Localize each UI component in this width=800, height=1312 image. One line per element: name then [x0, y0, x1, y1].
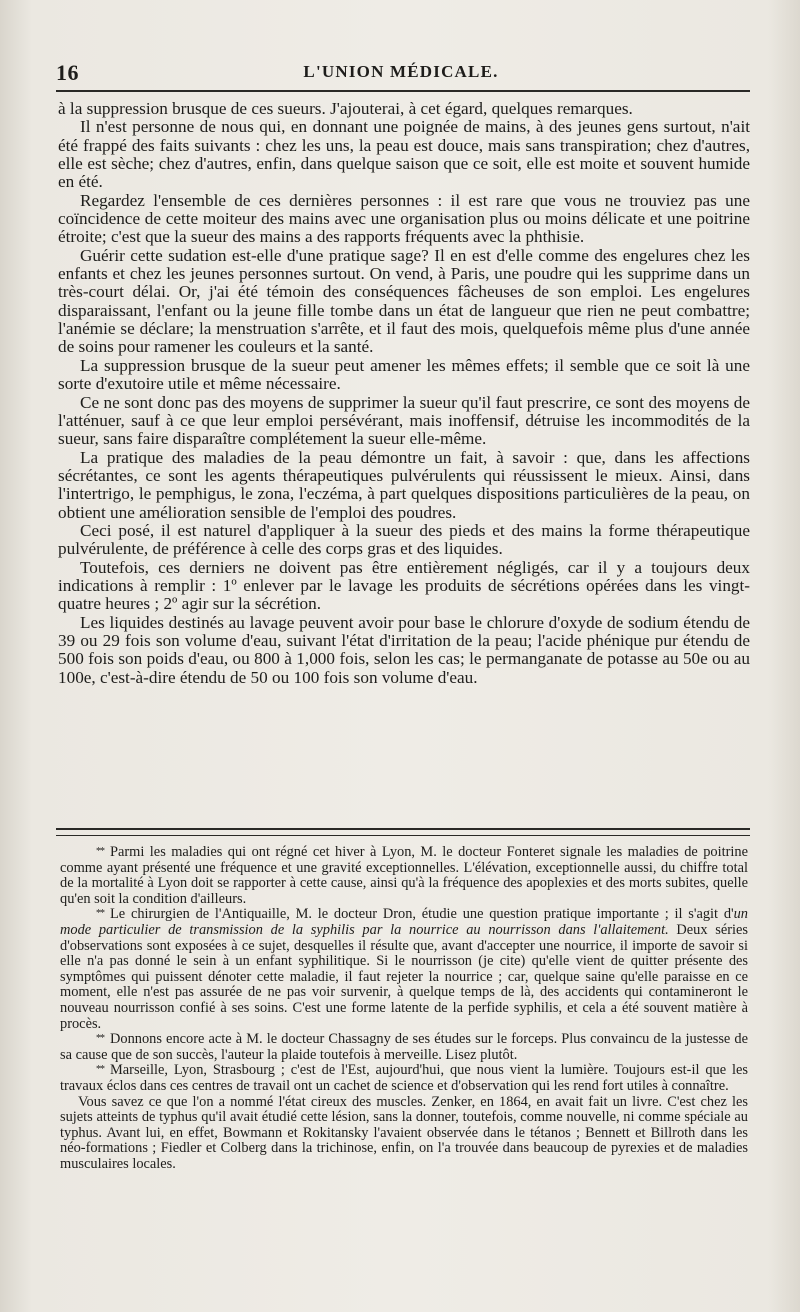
paragraph: Ceci posé, il est naturel d'appliquer à la sueur des pieds et des mains la forme thérapeutique pulvérulente, de préférence à celle des corps gras et des liquides.	[58, 520, 750, 559]
paragraph: Toutefois, ces derniers ne doivent pas être entièrement négligés, car il y a toujours deux indications à remplir : 1º enlever par le lavage les produits de sécrétions opérées dans les vingt-quatre heures ; 2º agir sur la sécrétion.	[58, 557, 750, 614]
paragraph: La suppression brusque de la sueur peut amener les mêmes effets; il semble que ce soit là une sorte d'exutoire utile et même nécessaire.	[58, 355, 750, 394]
note-italic-text: un mode particulier de transmission de la syphilis par la nourrice au nourrisson dans l'allaitement.	[60, 906, 748, 938]
asterism-mark: **	[96, 908, 104, 920]
paragraph: à la suppression brusque de ces sueurs. J'ajouterai, à cet égard, quelques remarques.	[58, 99, 633, 118]
note-text: Deux séries d'observations sont exposées à ce sujet, desquelles il résulte que, avant d'accepter une nourrice, il importe de savoir si elle n'a pas donné le sein à un enfant syphilitique. Si le nourrisson (je cite) qu'elle vient de quitter présente des symptômes qui puissent dénoter cette maladie, il faut rejeter la nourrice ; car, quelque saine qu'elle paraisse en ce moment, elle n'est pas assurée de ne pas voir survenir, à quelque temps de là, des accidents qui contamineront le nouveau nourrisson confié à ses soins. C'est une forme latente de la perfide syphilis, et cela a été souvent matière à procès.	[60, 921, 748, 1032]
note-text: Marseille, Lyon, Strasbourg ; c'est de l'Est, aujourd'hui, que nous vient la lumière. Toujours est-il que les travaux éclos dans ces centres de travail ont un cachet de science et d'observation qui les rend fort utiles à connaître.	[60, 1062, 748, 1094]
paragraph: La pratique des maladies de la peau démontre un fait, à savoir : que, dans les affections sécrétantes, ce sont les agents thérapeutiques pulvérulents qui réussissent le mieux. Ainsi, dans l'intertrigo, le pemphigus, le zona, l'eczéma, à part quelques dispositions particulières de la peau, on obtient une amélioration sensible de l'emploi des poudres.	[58, 447, 750, 522]
main-article-text	[58, 100, 750, 687]
section-double-rule	[56, 828, 750, 836]
note-item	[60, 1032, 748, 1063]
asterism-mark: **	[96, 1064, 104, 1076]
note-text: Donnons encore acte à M. le docteur Chassagny de ses études sur le forceps. Plus convaincu de la justesse de sa cause que de son succès, l'auteur la plaide toutefois à merveille. Lisez plutôt.	[60, 1031, 748, 1063]
note-text: Parmi les maladies qui ont régné cet hiver à Lyon, M. le docteur Fonteret signale les maladies de poitrine comme ayant présenté une fréquence et une gravité exceptionnelles. L'élévation, exceptionnelle aussi, du chiffre total de la mortalité à Lyon doit se rapporter à cette cause, ainsi qu'à la fréquence des apoplexies et des morts subites, quelle qu'en soit la condition d'ailleurs.	[60, 844, 748, 907]
running-head	[52, 52, 750, 85]
paragraph: Les liquides destinés au lavage peuvent avoir pour base le chlorure d'oxyde de sodium étendu de 39 ou 29 fois son volume d'eau, suivant l'état d'irritation de la peau; l'acide phénique pur étendu de 500 fois son poids d'eau, ou 800 à 1,000 fois, selon les cas; le permanganate de potasse au 50e ou au 100e, c'est-à-dire étendu de 50 ou 100 fois son volume d'eau.	[58, 612, 750, 687]
paragraph: Guérir cette sudation est-elle d'une pratique sage? Il en est d'elle comme des engelures chez les enfants et chez les jeunes personnes surtout. On vend, à Paris, une poudre qui les supprime dans un très-court délai. Or, j'ai été témoin des conséquences fâcheuses de son emploi. Les engelures disparaissant, l'enfant ou la jeune fille tombe dans un état de langueur que rien ne peut combattre; l'anémie se déclare; la menstruation s'arrête, et il faut des mois, quelquefois même plus d'une année de soins pour ramener les couleurs et la santé.	[58, 245, 750, 357]
note-item	[60, 845, 748, 907]
asterism-mark: **	[96, 846, 104, 857]
note-text: Le chirurgien de l'Antiquaille, M. le docteur Dron, étudie une question pratique importante ; il s'agit d'	[110, 906, 734, 923]
note-item	[60, 1063, 748, 1094]
asterism-mark: **	[96, 1033, 104, 1045]
paragraph: Il n'est personne de nous qui, en donnant une poignée de mains, à des jeunes gens surtout, n'ait été frappé des faits suivants : chez les uns, la peau est douce, mais sans transpiration; chez d'autres, elle est sèche; chez d'autres, enfin, dans quelque saison que ce soit, elle est moite et souvent humide en été.	[58, 117, 750, 192]
note-item	[60, 907, 748, 1032]
note-paragraph: Vous savez ce que l'on a nommé l'état cireux des muscles. Zenker, en 1864, en avait fait un livre. C'est chez les sujets atteints de typhus qu'il avait étudié cette lésion, sans la donner, toutefois, comme nouvelle, ni comme spéciale au typhus. Avant lui, en effet, Bowmann et Rokitansky l'avaient observée dans le tétanos ; Bennett et Billroth dans les néo-formations ; Fiedler et Colberg dans la trichinose, enfin, on l'a trouvée dans beaucoup de pyrexies et de maladies musculaires locales.	[60, 1093, 748, 1172]
page-number: 16	[56, 60, 79, 85]
header-rule	[56, 90, 750, 92]
paragraph: Ce ne sont donc pas des moyens de supprimer la sueur qu'il faut prescrire, ce sont des moyens de l'atténuer, sauf à ce que leur emploi persévérant, mais inoffensif, détruise les incommodités de la sueur, sans faire disparaître complétement la sueur elle-même.	[58, 392, 750, 449]
news-notes	[60, 845, 748, 1172]
journal-title: L'UNION MÉDICALE.	[303, 62, 499, 81]
paragraph: Regardez l'ensemble de ces dernières personnes : il est rare que vous ne trouviez pas une coïncidence de cette moiteur des mains avec une organisation plus ou moins délicate et une poitrine étroite; c'est que la sueur des mains a des rapports fréquents avec la phthisie.	[58, 190, 750, 247]
